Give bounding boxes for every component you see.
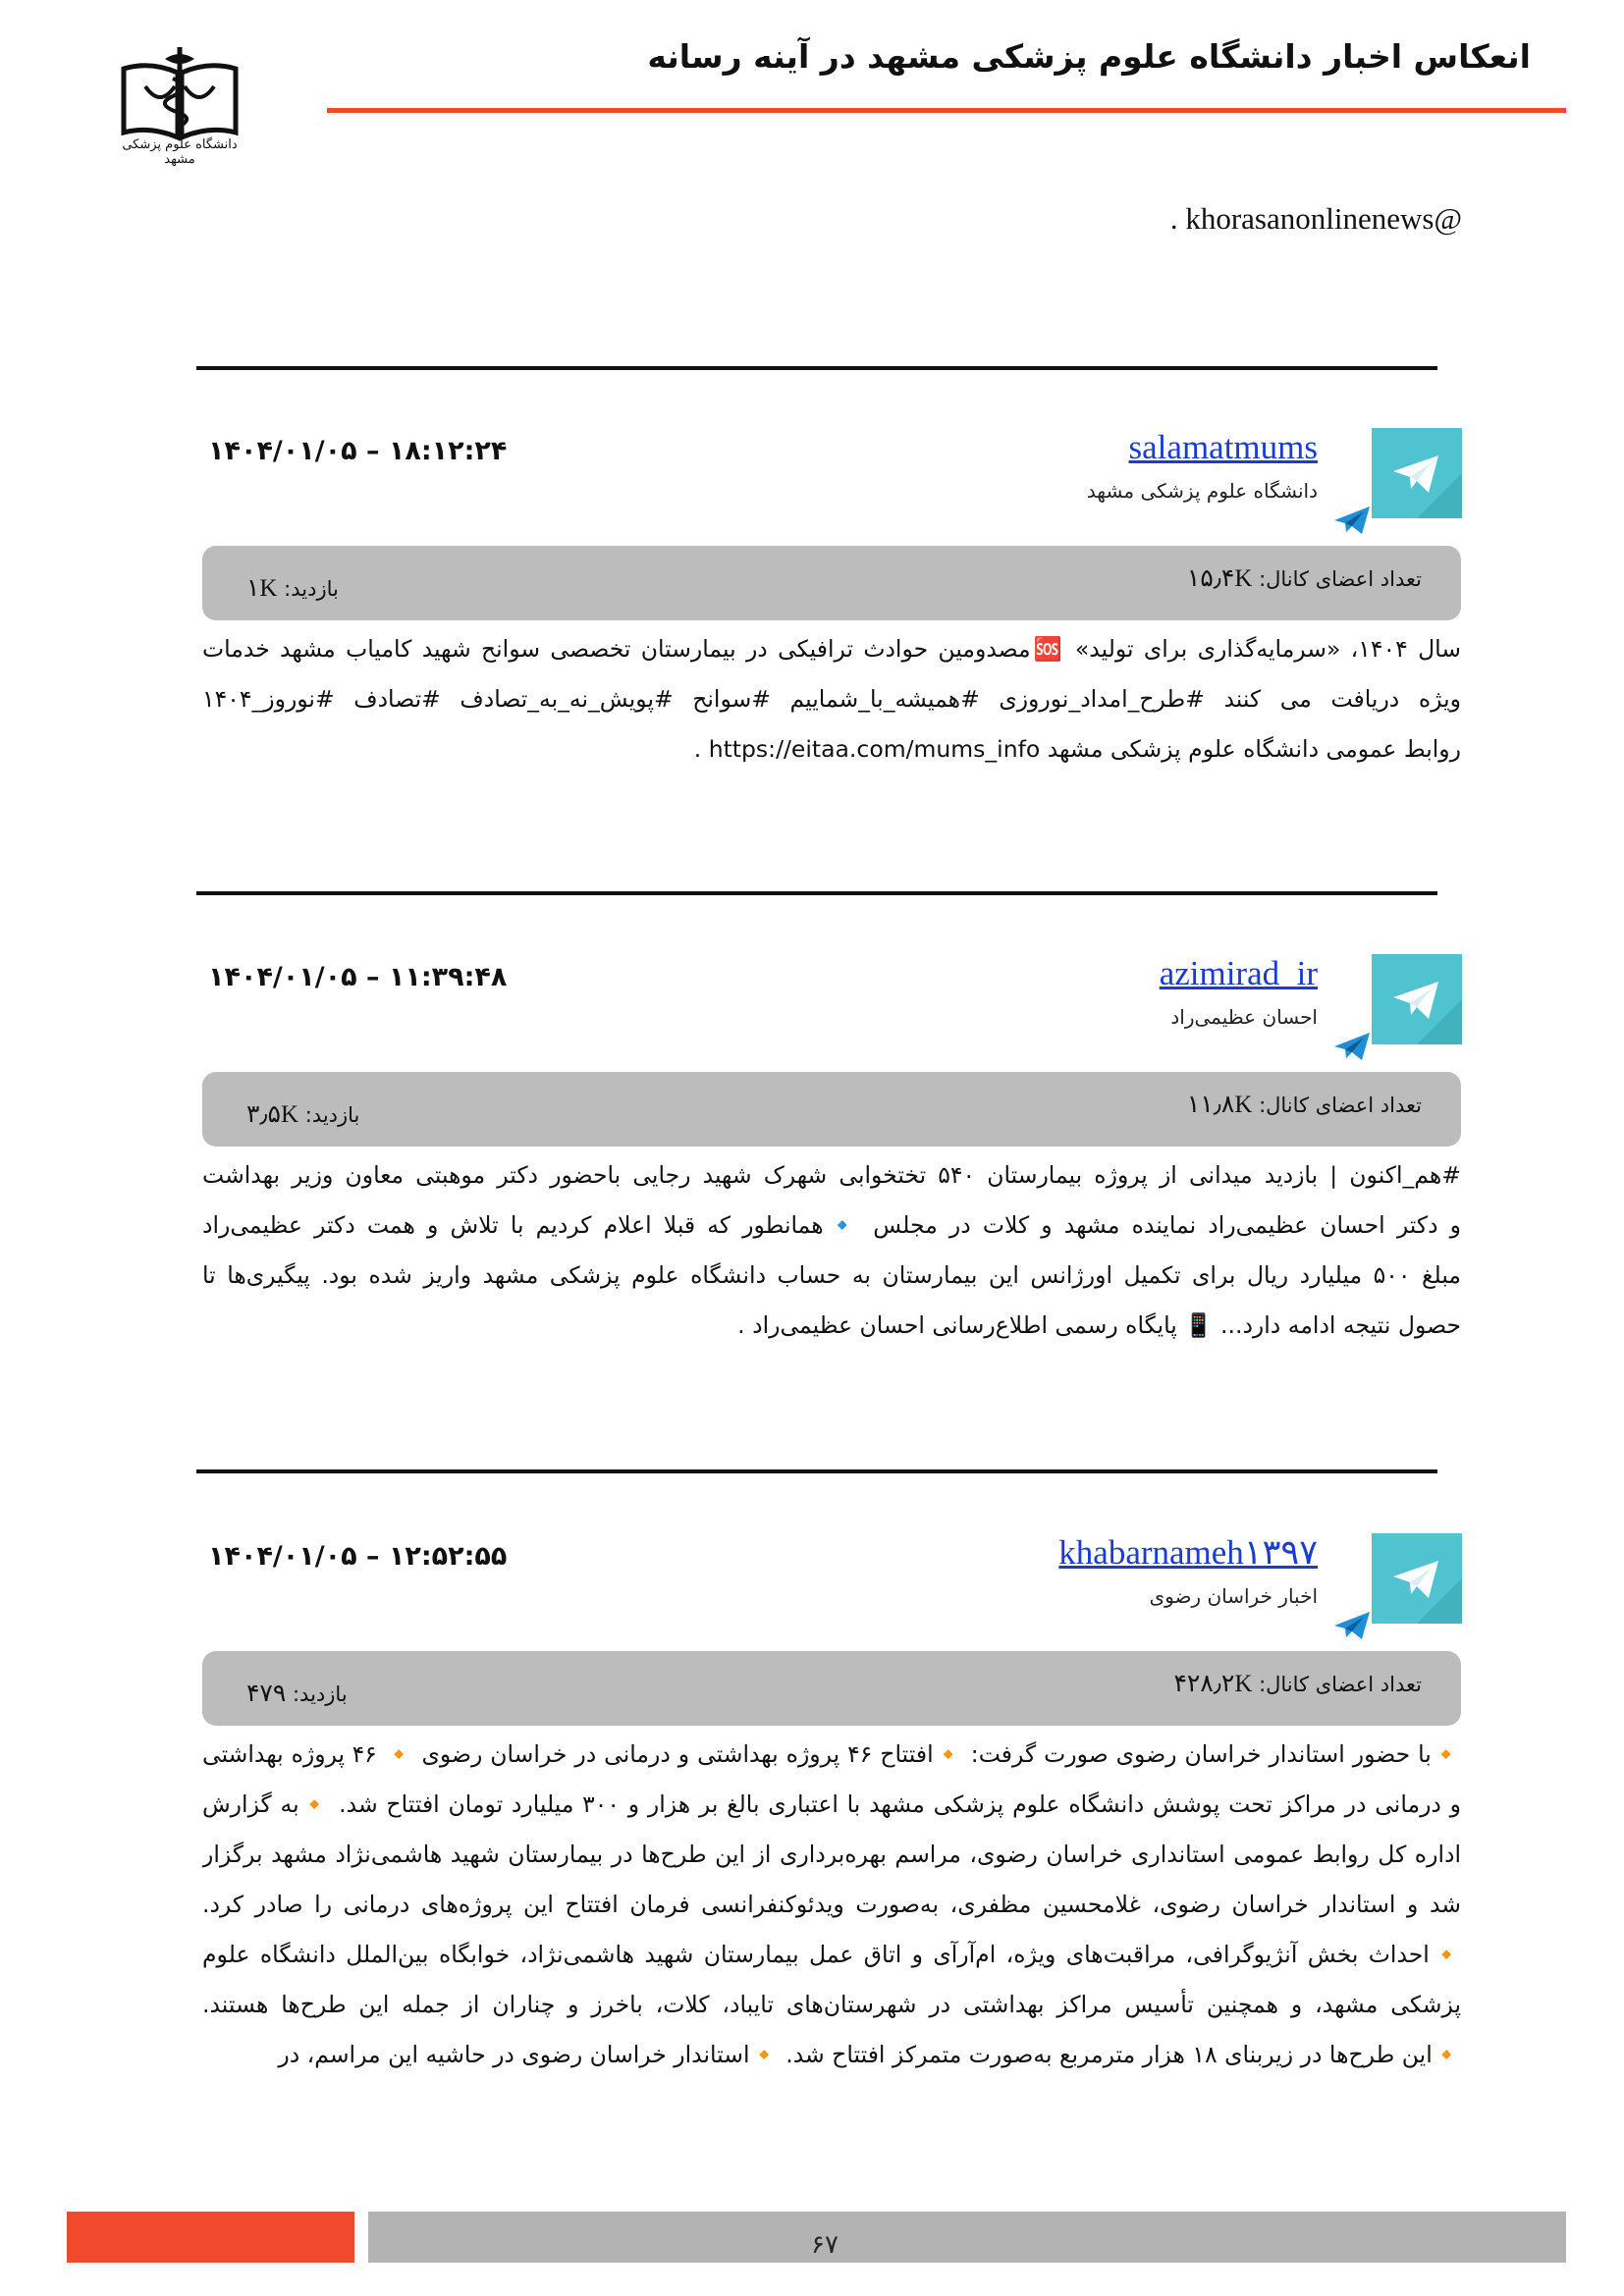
members-value: ۱۵٫۴K xyxy=(1186,565,1253,592)
post-line: ویژه دریافت می کنند #طرح_امداد_نوروزی #همیشه_با_شماییم #سوانح #پویش_نه_به_تصادف #تصادف #نوروز_۱۴۰۴ xyxy=(202,685,1461,713)
post-line: مبلغ ۵۰۰ میلیارد ریال برای تکمیل اورژانس این بیمارستان به حساب دانشگاه علوم پزشکی مشهد واریز شده بود. پیگیری‌ها تا xyxy=(202,1261,1461,1289)
channel-name: دانشگاه علوم پزشکی مشهد xyxy=(1086,479,1318,503)
views-count xyxy=(246,1679,348,1708)
members-value: ۱۱٫۸K xyxy=(1186,1092,1253,1118)
telegram-small-icon xyxy=(1332,1031,1372,1062)
channel-link[interactable]: khabarnameh۱۳۹۷ xyxy=(1058,1533,1318,1572)
members-count xyxy=(1187,563,1422,593)
post-body xyxy=(202,1150,1461,1351)
members-label: تعداد اعضای کانال: xyxy=(1259,1673,1422,1696)
channel-name: اخبار خراسان رضوی xyxy=(1149,1584,1318,1608)
channel-name: احسان عظیمی‌راد xyxy=(1170,1005,1318,1029)
footer-bar xyxy=(368,2212,1566,2263)
footer-accent-bar xyxy=(67,2212,354,2263)
post-line: 🔸احداث بخش آنژیوگرافی، مراقبت‌های ویژه، ام‌آر‌آی و اتاق عمل بیمارستان شهید هاشمی‌نژاد، خوابگاه بین‌الملل دانشگاه علوم xyxy=(202,1941,1461,1968)
section-divider xyxy=(196,366,1437,370)
telegram-icon xyxy=(1372,1533,1462,1624)
post-line: سال ۱۴۰۴، «سرمایه‌گذاری برای تولید» 🆘مصدومین حوادث ترافیکی در بیمارستان تخصصی سوانح شهید کامیاب مشهد خدمات xyxy=(202,635,1461,663)
post-datetime: ۱۴۰۴/۰۱/۰۵ – ۱۱:۳۹:۴۸ xyxy=(208,962,508,992)
stats-bar xyxy=(202,1651,1461,1726)
intro-text: @khorasanonlinenews . xyxy=(1169,201,1462,236)
views-count xyxy=(246,1099,359,1129)
section-divider xyxy=(196,1469,1437,1473)
post-body xyxy=(202,624,1461,774)
views-label: بازدید: xyxy=(292,1682,348,1706)
members-count xyxy=(1174,1669,1423,1698)
telegram-small-icon xyxy=(1332,505,1372,536)
post-line: 🔸این طرح‌ها در زیربنای ۱۸ هزار مترمربع به‌صورت متمرکز افتتاح شد. 🔸استاندار خراسان رضوی در حاشیه این مراسم، در xyxy=(278,2041,1461,2068)
page-header-title: انعکاس اخبار دانشگاه علوم پزشکی مشهد در آینه رسانه xyxy=(647,37,1531,76)
telegram-icon xyxy=(1372,954,1462,1044)
stats-bar xyxy=(202,1072,1461,1147)
telegram-icon xyxy=(1372,428,1462,518)
post-line: روابط عمومی دانشگاه علوم پزشکی مشهد https://eitaa.com/mums_info . xyxy=(693,735,1461,763)
post-body xyxy=(202,1730,1461,2080)
channel-avatar[interactable] xyxy=(1372,1533,1462,1624)
members-count xyxy=(1187,1090,1422,1119)
members-value: ۴۲۸٫۲K xyxy=(1173,1671,1253,1697)
views-value: ۳٫۵K xyxy=(246,1101,299,1128)
post-datetime: ۱۴۰۴/۰۱/۰۵ – ۱۲:۵۲:۵۵ xyxy=(208,1541,508,1572)
channel-avatar[interactable] xyxy=(1372,428,1462,518)
views-count xyxy=(246,573,339,603)
members-label: تعداد اعضای کانال: xyxy=(1259,1094,1422,1117)
post-line: پزشکی مشهد، و همچنین تأسیس مراکز بهداشتی در شهرستان‌های تایباد، کلات، باخرز و چناران از جمله این طرح‌ها هستند. xyxy=(202,1991,1461,2018)
views-value: ۴۷۹ xyxy=(246,1681,287,1707)
post-datetime: ۱۴۰۴/۰۱/۰۵ – ۱۸:۱۲:۲۴ xyxy=(208,436,508,466)
channel-avatar[interactable] xyxy=(1372,954,1462,1044)
views-label: بازدید: xyxy=(284,577,339,601)
logo-caption: دانشگاه علوم پزشکی مشهد xyxy=(122,137,238,167)
section-divider xyxy=(196,891,1437,895)
header-divider xyxy=(327,108,1566,113)
telegram-small-icon xyxy=(1332,1610,1372,1641)
post-line: اداره کل روابط عمومی استانداری خراسان رضوی، مراسم بهره‌برداری از این طرح‌ها در بیمارستان شهید هاشمی‌نژاد مشهد برگزار xyxy=(202,1841,1461,1868)
post-line: #هم_اکنون | بازدید میدانی از پروژه بیمارستان ۵۴۰ تختخوابی شهرک شهید رجایی باحضور دکتر موهبتی معاون وزیر بهداشت xyxy=(202,1161,1461,1189)
views-value: ۱K xyxy=(246,575,278,602)
stats-bar xyxy=(202,546,1461,620)
channel-link[interactable]: azimirad_ir xyxy=(1159,954,1318,992)
members-label: تعداد اعضای کانال: xyxy=(1259,567,1422,591)
post-line: و دکتر احسان عظیمی‌راد نماینده مشهد و کلات در مجلس 🔹همانطور که قبلا اعلام کردیم با تلاش و همت دکتر عظیمی‌راد xyxy=(202,1211,1461,1239)
post-line: شد و استاندار خراسان رضوی، غلامحسین مظفری، به‌صورت ویدئوکنفرانسی فرمان افتتاح این پروژه‌های درمانی را صادر کرد. xyxy=(202,1891,1461,1918)
post-line: 🔸با حضور استاندار خراسان رضوی صورت گرفت: 🔸افتتاح ۴۶ پروژه بهداشتی و درمانی در خراسان رضوی 🔸 ۴۶ پروژه بهداشتی xyxy=(202,1740,1461,1768)
views-label: بازدید: xyxy=(304,1103,360,1127)
page-number: ۶۷ xyxy=(811,2230,839,2260)
post-line: و درمانی در مراکز تحت پوشش دانشگاه علوم پزشکی مشهد با اعتباری بالغ بر هزار و ۳۰۰ میلیارد تومان افتتاح شد. 🔸به گزارش xyxy=(202,1790,1461,1818)
post-line: حصول نتیجه ادامه دارد... 📱 پایگاه رسمی اطلاع‌رسانی احسان عظیمی‌راد . xyxy=(737,1311,1461,1339)
channel-link[interactable]: salamatmums xyxy=(1128,428,1318,466)
